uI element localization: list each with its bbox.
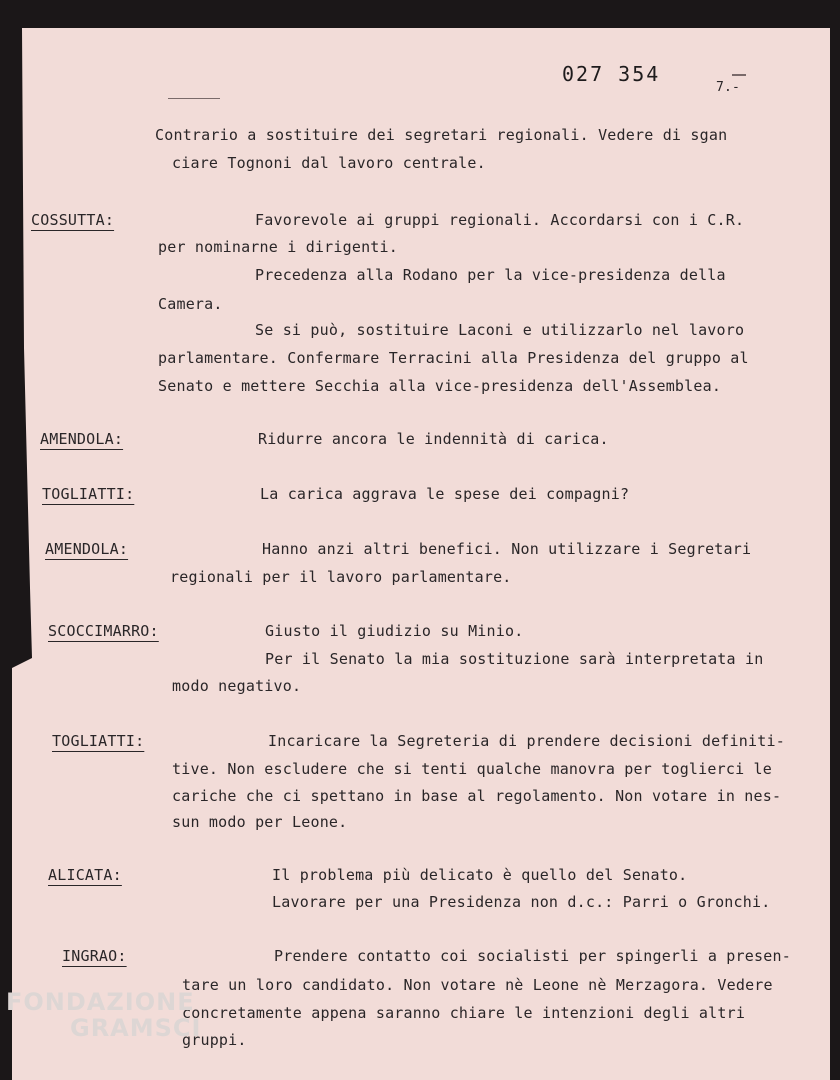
statement-line: Hanno anzi altri benefici. Non utilizzare i Segretari [262, 540, 752, 558]
statement-line: tare un loro candidato. Non votare nè Leone nè Merzagora. Vedere [182, 976, 773, 994]
statement-line: per nominarne i dirigenti. [158, 238, 398, 256]
statement-line: regionali per il lavoro parlamentare. [170, 568, 512, 586]
speaker-label: TOGLIATTI: [42, 485, 135, 503]
statement-line: cariche che ci spettano in base al regolamento. Non votare in nes- [172, 787, 782, 805]
statement-line: Prendere contatto coi socialisti per spingerli a presen- [274, 947, 791, 965]
speaker-label: TOGLIATTI: [52, 732, 145, 750]
statement-line: gruppi. [182, 1031, 247, 1049]
statement-line: Precedenza alla Rodano per la vice-presidenza della [255, 266, 726, 284]
statement-line: Senato e mettere Secchia alla vice-presidenza dell'Assemblea. [158, 377, 722, 395]
watermark-logo: FONDAZIONE [6, 988, 195, 1016]
statement-line: Se si può, sostituire Laconi e utilizzarlo nel lavoro [255, 321, 745, 339]
statement-line: Camera. [158, 295, 223, 313]
statement-line: tive. Non escludere che si tenti qualche manovra per toglierci le [172, 760, 772, 778]
statement-line: Giusto il giudizio su Minio. [265, 622, 524, 640]
speaker-label: ALICATA: [48, 866, 122, 884]
statement-line: La carica aggrava le spese dei compagni? [260, 485, 630, 503]
statement-line: Per il Senato la mia sostituzione sarà interpretata in [265, 650, 764, 668]
document-number: 027 354 [562, 62, 661, 86]
speaker-label: AMENDOLA: [40, 430, 124, 448]
statement-line: Ridurre ancora le indennità di carica. [258, 430, 609, 448]
intro-line: ciare Tognoni dal lavoro centrale. [172, 154, 486, 172]
speaker-label: COSSUTTA: [31, 211, 115, 229]
speaker-label: INGRAO: [62, 947, 127, 965]
statement-line: Favorevole ai gruppi regionali. Accordarsi con i C.R. [255, 211, 745, 229]
speaker-label: AMENDOLA: [45, 540, 129, 558]
statement-line: Il problema più delicato è quello del Senato. [272, 866, 688, 884]
statement-line: parlamentare. Confermare Terracini alla Presidenza del gruppo al [158, 349, 749, 367]
statement-line: modo negativo. [172, 677, 302, 695]
statement-line: Lavorare per una Presidenza non d.c.: Parri o Gronchi. [272, 893, 771, 911]
pencil-mark [732, 74, 746, 76]
statement-line: concretamente appena saranno chiare le intenzioni degli altri [182, 1004, 746, 1022]
speaker-label: SCOCCIMARRO: [48, 622, 159, 640]
intro-line: Contrario a sostituire dei segretari regionali. Vedere di sgan [155, 126, 728, 144]
pencil-mark [168, 98, 220, 99]
page-number: 7.- [716, 80, 741, 95]
watermark-logo: GRAMSCI [70, 1014, 202, 1042]
statement-line: Incaricare la Segreteria di prendere decisioni definiti- [268, 732, 785, 750]
statement-line: sun modo per Leone. [172, 813, 348, 831]
